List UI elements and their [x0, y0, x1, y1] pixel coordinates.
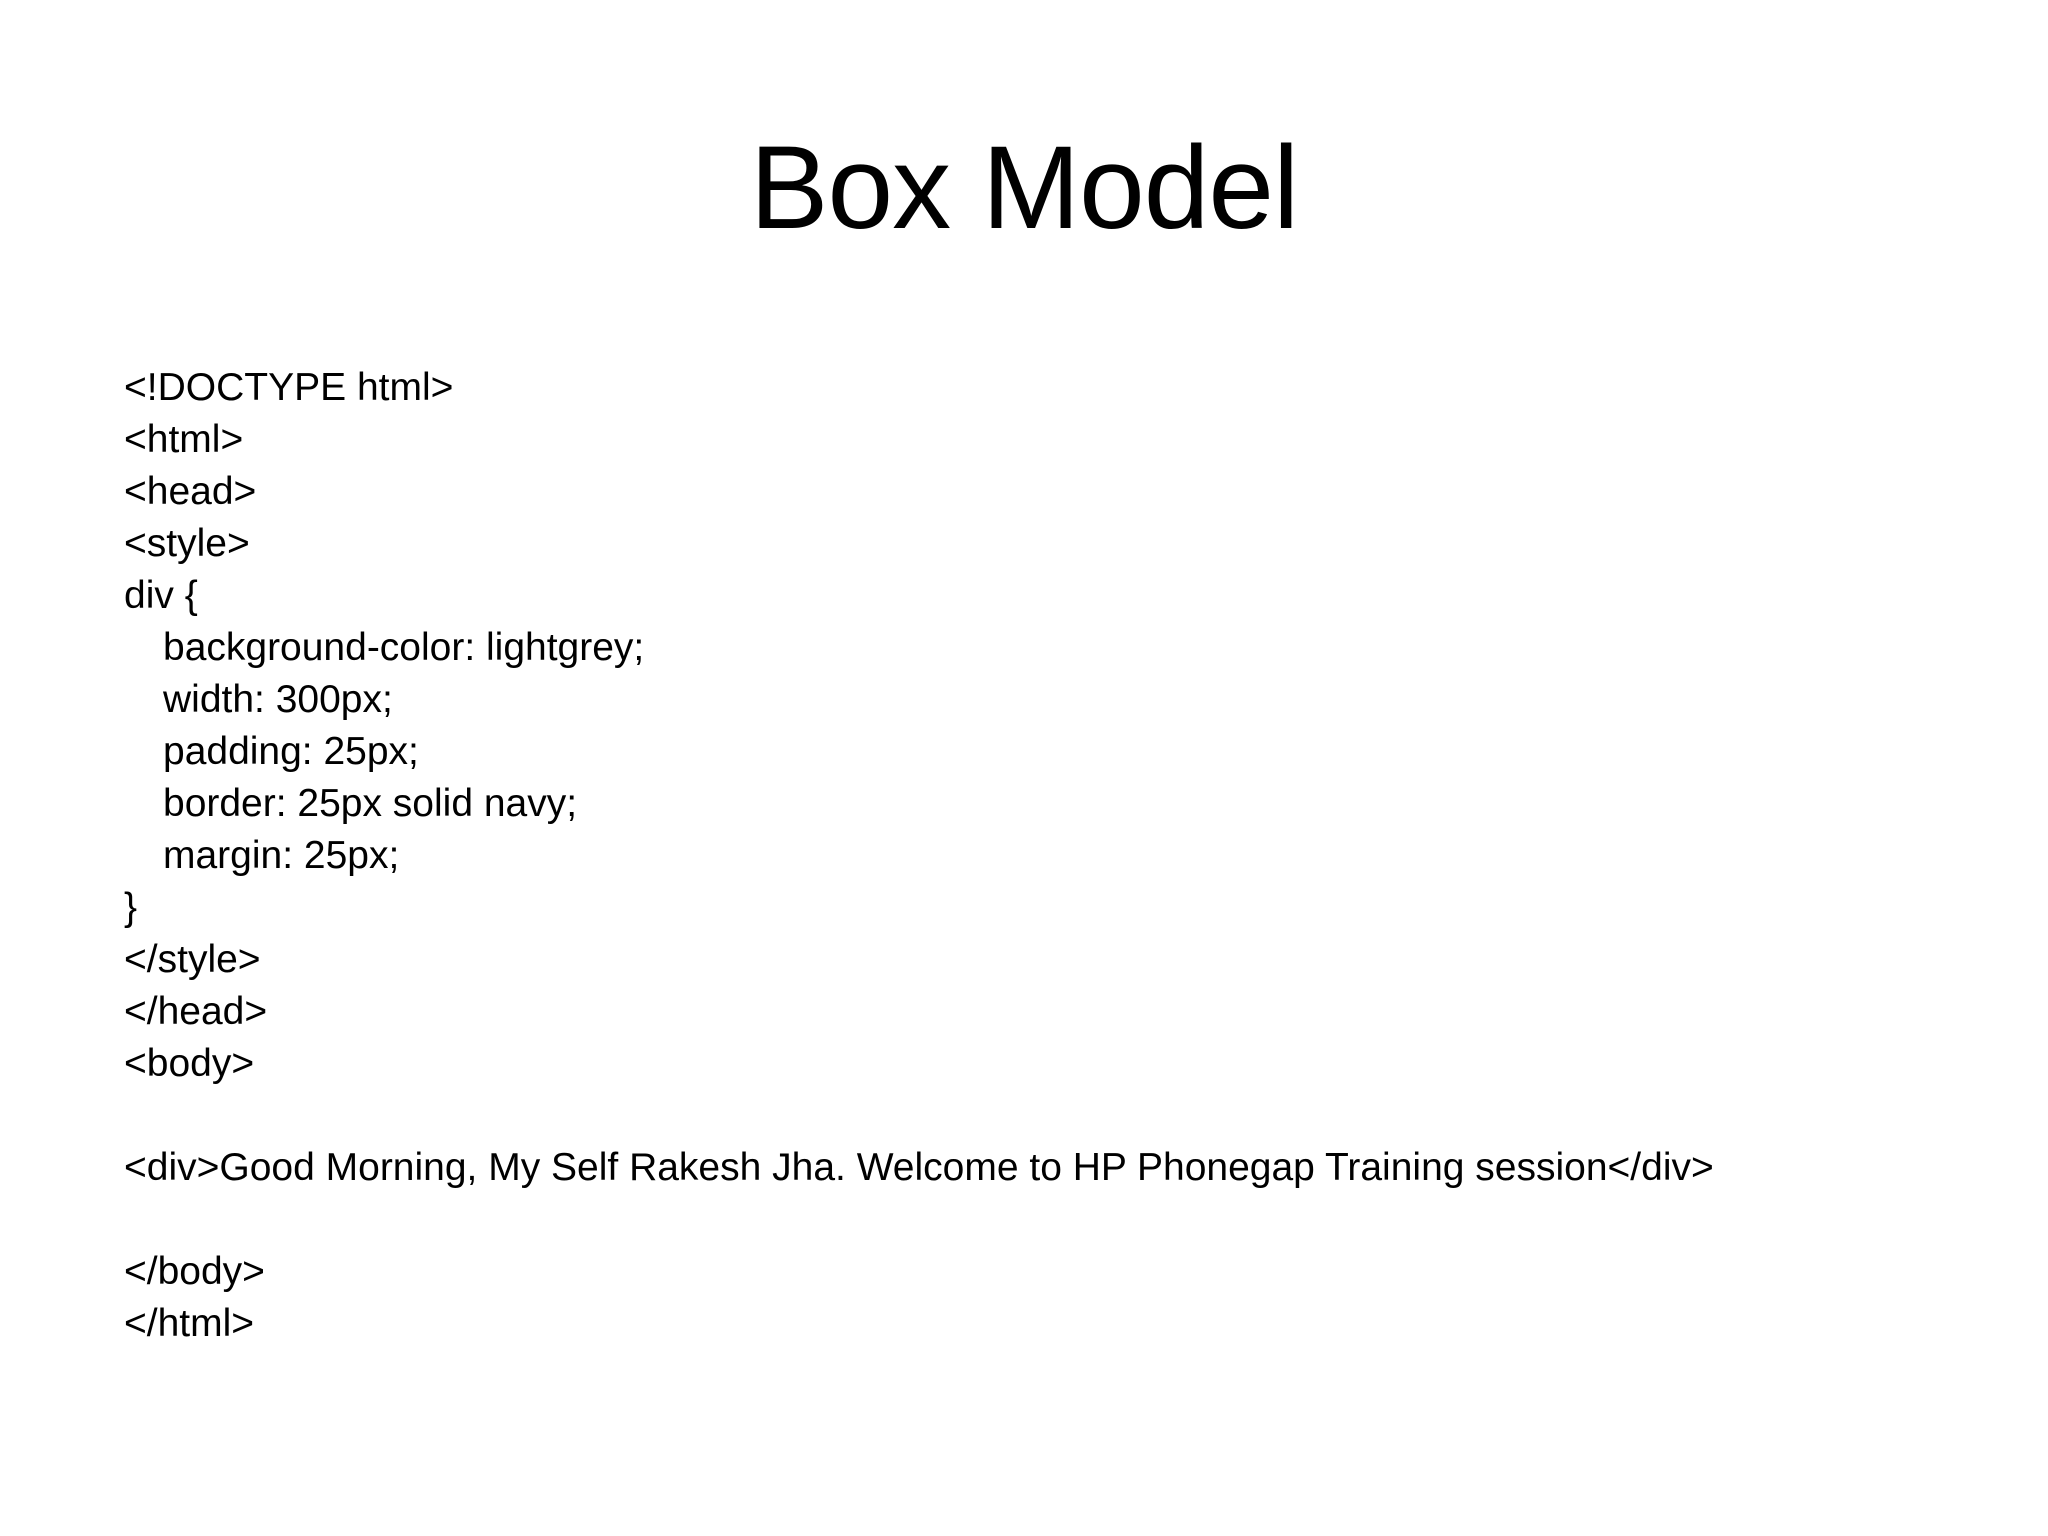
code-line: div { [124, 574, 198, 617]
code-line: <head> [124, 470, 257, 513]
code-line: </body> [124, 1250, 265, 1293]
code-line: margin: 25px; [163, 834, 400, 877]
code-line: background-color: lightgrey; [163, 626, 645, 669]
code-line: </head> [124, 990, 268, 1033]
code-block [124, 362, 1944, 1350]
code-line: <html> [124, 418, 244, 461]
code-line: <body> [124, 1042, 255, 1085]
code-line: } [124, 886, 138, 929]
code-line: padding: 25px; [163, 730, 419, 773]
code-line: <style> [124, 522, 250, 565]
code-line: border: 25px solid navy; [163, 782, 578, 825]
code-line: </style> [124, 938, 261, 981]
slide-title: Box Model [749, 122, 1299, 254]
code-line: <div>Good Morning, My Self Rakesh Jha. Welcome to HP Phonegap Training session</div> [124, 1146, 1714, 1189]
code-line: </html> [124, 1302, 255, 1345]
code-line-blank [124, 1090, 1944, 1142]
code-line: width: 300px; [163, 678, 393, 721]
code-line-blank [124, 1194, 1944, 1246]
code-line: <!DOCTYPE html> [124, 366, 454, 409]
